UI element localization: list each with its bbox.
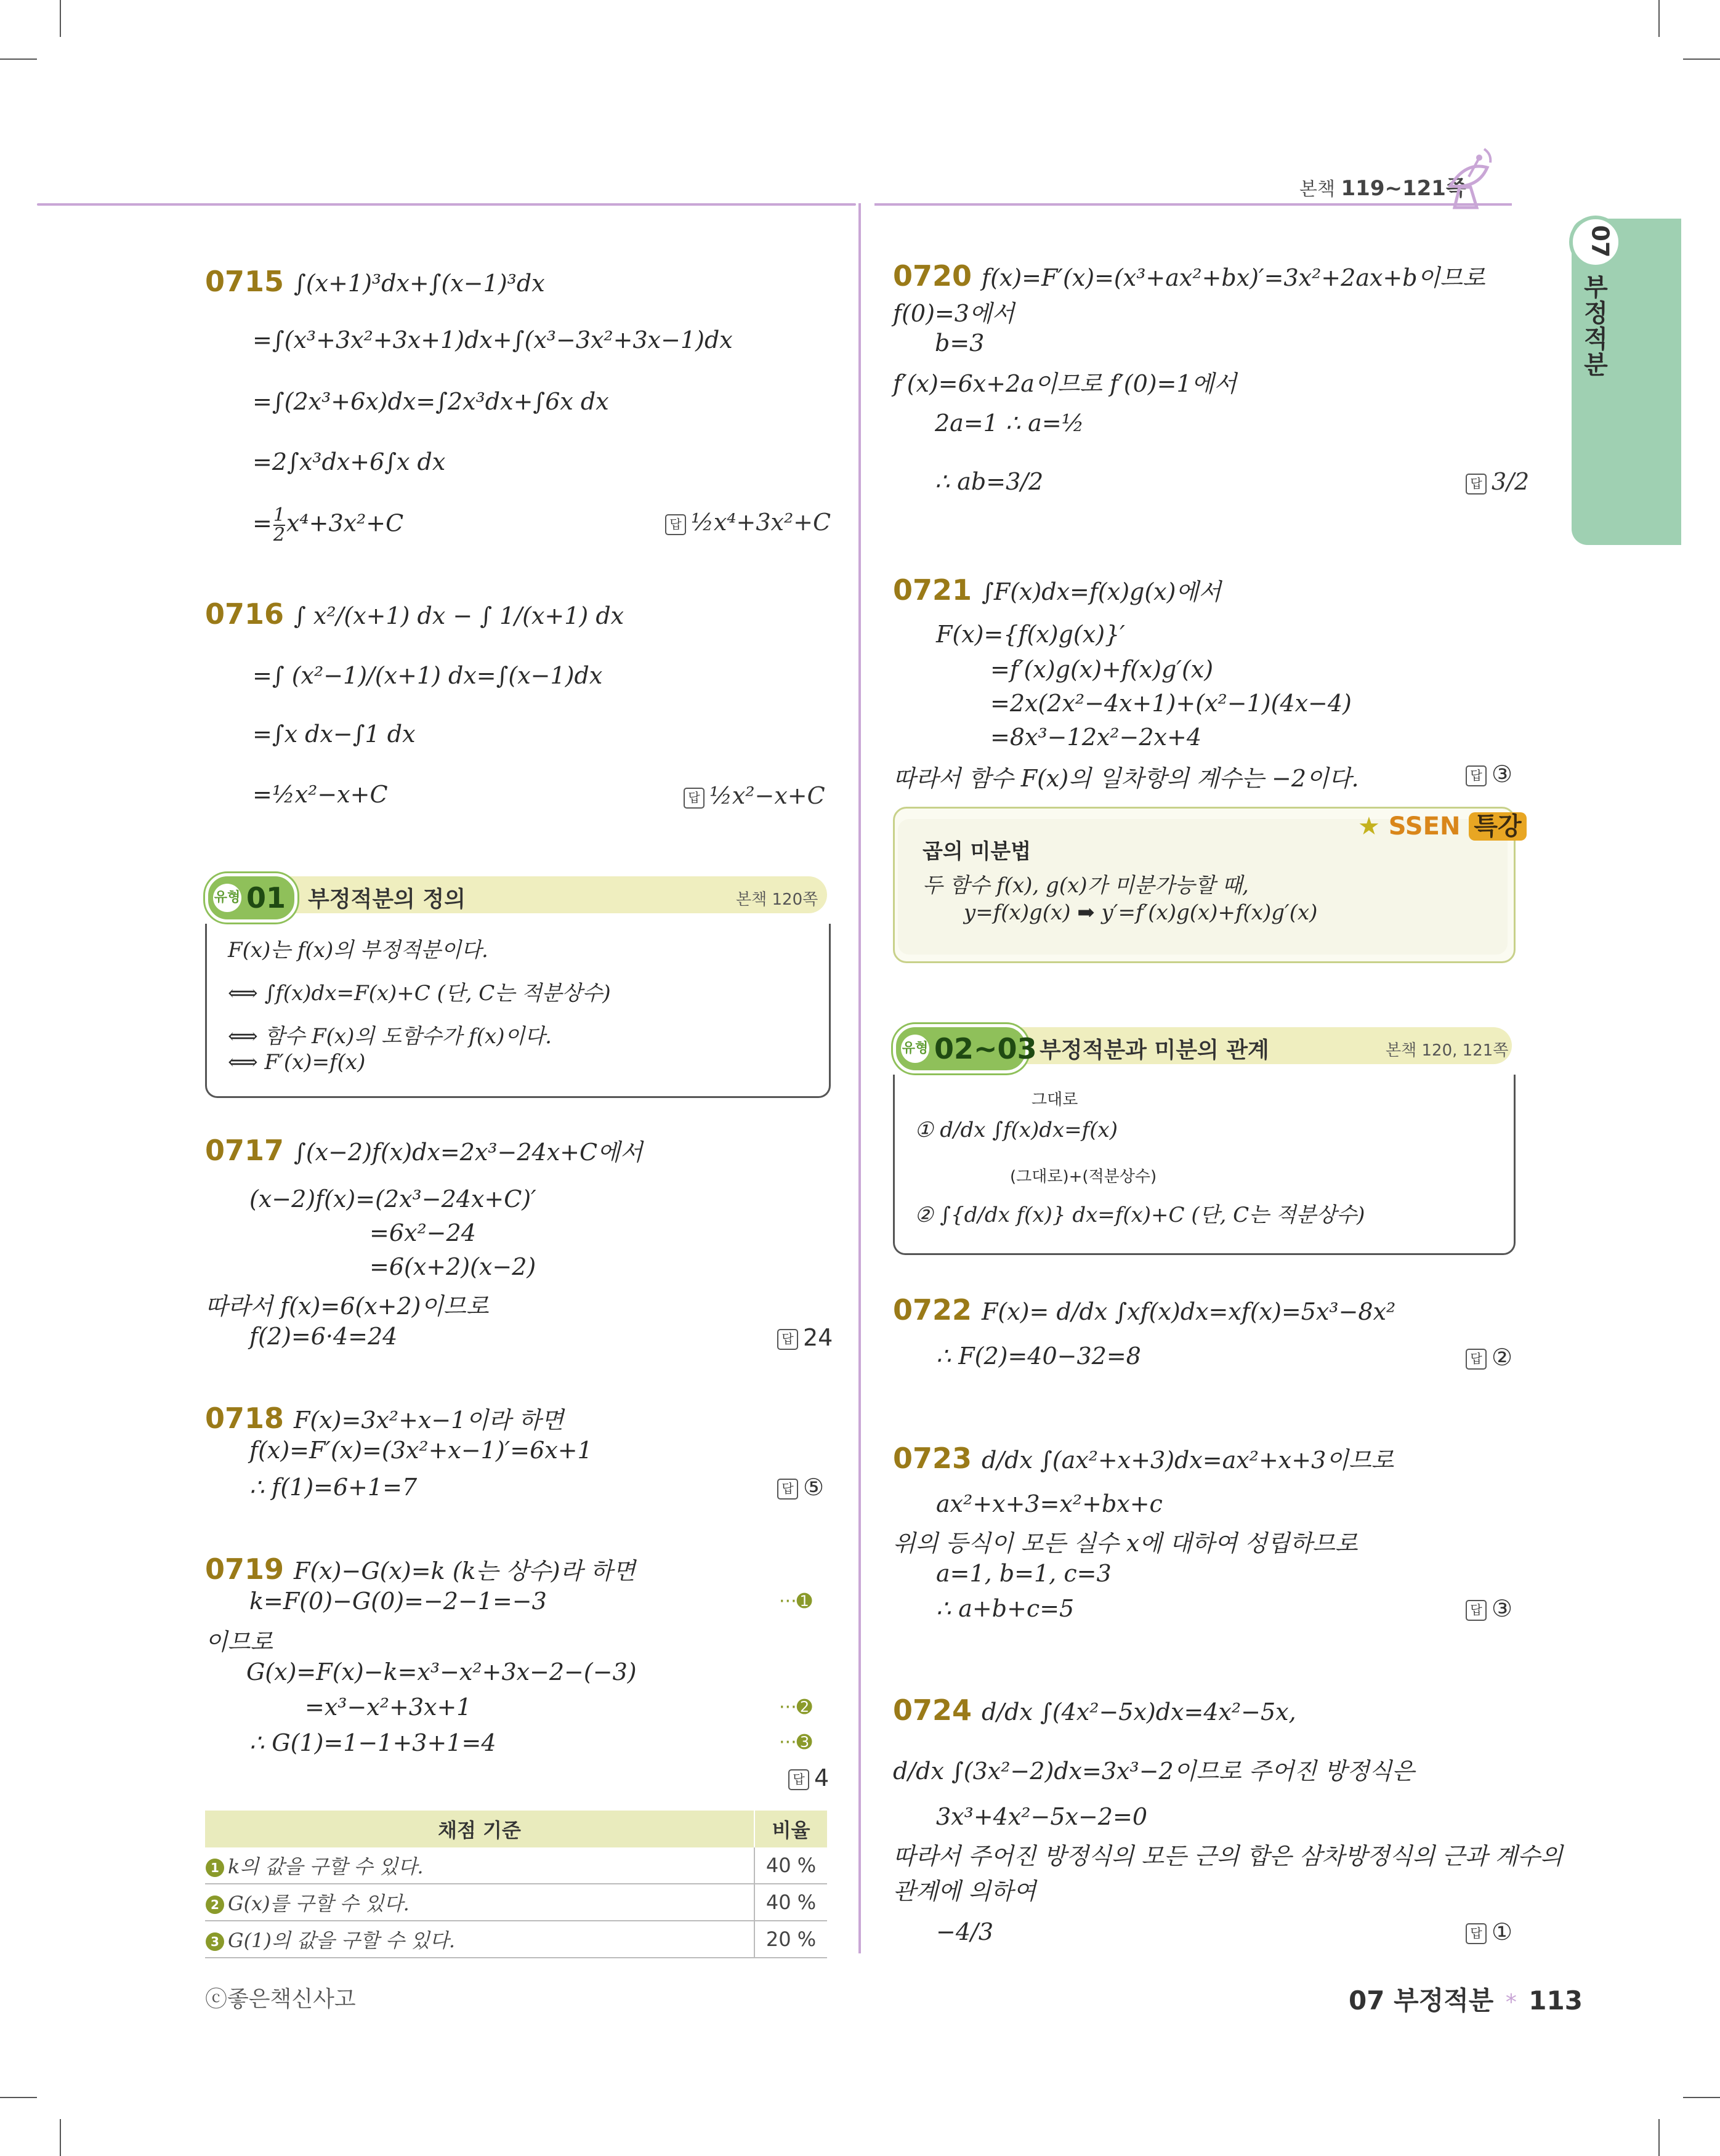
grading-table — [205, 1811, 827, 1958]
ref-pages: 119~121쪽 — [1341, 176, 1466, 201]
table-header-row — [205, 1811, 827, 1847]
answer-icon: 답 — [665, 514, 686, 535]
relation-line: ① d/dx ∫f(x)dx=f(x) — [915, 1118, 1118, 1142]
equation-line: −4/3 — [936, 1918, 993, 1945]
column-header: 비율 — [754, 1811, 827, 1847]
answer-icon: 답 — [777, 1329, 798, 1350]
equation-line: ∫F(x)dx=f(x)g(x)에서 — [982, 578, 1221, 605]
type-badge-01 — [205, 873, 297, 923]
equation-line: =f′(x)g(x)+f(x)g′(x) — [990, 656, 1214, 683]
problem-number: 0720 — [893, 259, 972, 293]
answer-icon: 답 — [1466, 1600, 1487, 1621]
satellite-dish-icon — [1441, 143, 1496, 211]
equation-line: b=3 — [935, 329, 985, 357]
equation-line: =∫(x³+3x²+3x+1)dx+∫(x³−3x²+3x−1)dx — [252, 326, 733, 353]
equation-line: ∫(x+1)³dx+∫(x−1)³dx — [294, 270, 545, 297]
table-cell: 20 % — [754, 1921, 827, 1958]
equation-line: =6(x+2)(x−2) — [369, 1253, 536, 1280]
equation-line: 이므로 — [205, 1628, 273, 1655]
problem-0720 — [893, 259, 1485, 293]
table-row — [205, 1847, 827, 1884]
numerator: 1 — [273, 504, 285, 526]
step-number-icon: 3 — [206, 1932, 224, 1951]
equation-line: f(x)=F′(x)=(3x²+x−1)′=6x+1 — [249, 1437, 592, 1464]
equation-line: 따라서 f(x)=6(x+2)이므로 — [205, 1293, 489, 1320]
type-title: 부정적분과 미분의 관계 — [1040, 1038, 1269, 1063]
problem-number: 0718 — [205, 1402, 285, 1435]
definition-line: F(x)는 f(x)의 부정적분이다. — [228, 938, 488, 963]
answer — [788, 1764, 829, 1791]
answer-value: 3/2 — [1492, 468, 1530, 495]
equation-line: ∴ F(2)=40−32=8 — [936, 1342, 1141, 1370]
type-reference: 본책 120쪽 — [736, 890, 818, 909]
crop-mark — [1683, 59, 1720, 60]
problem-0716 — [205, 597, 624, 631]
problem-number: 0719 — [205, 1552, 285, 1586]
step-marker: ···➌ — [779, 1732, 812, 1753]
answer-value: ① — [1492, 1918, 1513, 1945]
equation-line: =6x²−24 — [369, 1219, 476, 1246]
fraction — [273, 506, 285, 544]
page-footer — [1349, 1980, 1583, 2017]
footer-chapter: 07 부정적분 — [1349, 1985, 1494, 2016]
criteria-text: G(x)를 구할 수 있다. — [228, 1892, 410, 1915]
problem-0719 — [205, 1552, 636, 1586]
problem-0723 — [893, 1441, 1394, 1475]
equation-line: =2∫x³dx+6∫x dx — [252, 448, 446, 475]
answer — [1466, 1595, 1512, 1622]
answer — [665, 509, 831, 536]
answer-value: 24 — [803, 1324, 833, 1351]
problem-number: 0721 — [893, 573, 972, 607]
table-row — [205, 1921, 827, 1958]
type-badge-number: 02~03 — [934, 1032, 1037, 1065]
crop-mark — [1658, 0, 1660, 37]
crop-mark — [1658, 2119, 1660, 2156]
problem-number: 0716 — [205, 597, 285, 631]
type-reference: 본책 120, 121쪽 — [1386, 1041, 1509, 1060]
equation-line — [252, 506, 403, 544]
column-divider — [858, 203, 861, 1953]
equation-part: = — [252, 509, 272, 537]
answer-value: ③ — [1492, 1595, 1513, 1622]
type-badge-label: 유형 — [901, 1035, 929, 1063]
annotation: 그대로 — [1032, 1091, 1078, 1109]
equation-line: a=1, b=1, c=3 — [936, 1560, 1112, 1587]
answer — [777, 1474, 824, 1501]
column-header: 채점 기준 — [205, 1811, 754, 1847]
step-marker: ···➋ — [779, 1697, 812, 1718]
answer-icon: 답 — [1466, 1349, 1487, 1370]
equation-line: d/dx ∫(ax²+x+3)dx=ax²+x+3이므로 — [982, 1447, 1394, 1474]
equation-line: =x³−x²+3x+1 — [305, 1694, 472, 1721]
equation-line: F(x)= d/dx ∫xf(x)dx=xf(x)=5x³−8x² — [982, 1298, 1396, 1325]
answer-value: ③ — [1492, 761, 1513, 788]
step-marker: ···➊ — [779, 1591, 812, 1612]
equation-line: 2a=1 ∴ a=½ — [935, 410, 1084, 437]
chapter-label: 부정적분 — [1580, 274, 1608, 378]
equation-line: ∴ G(1)=1−1+3+1=4 — [249, 1729, 496, 1756]
equation-line: =∫(2x³+6x)dx=∫2x³dx+∫6x dx — [252, 388, 609, 415]
type-title: 부정적분의 정의 — [308, 887, 466, 912]
equation-line: ∫ x²/(x+1) dx − ∫ 1/(x+1) dx — [294, 602, 624, 629]
equation-line: ∴ ab=3/2 — [935, 468, 1044, 495]
definition-line: ⟺ ∫f(x)dx=F(x)+C (단, C는 적분상수) — [228, 981, 611, 1006]
crop-mark — [1683, 2097, 1720, 2098]
equation-line: ∴ a+b+c=5 — [936, 1595, 1075, 1622]
equation-line: =∫x dx−∫1 dx — [252, 721, 416, 748]
problem-number: 0722 — [893, 1293, 972, 1326]
type-bar-01 — [205, 876, 827, 913]
problem-0724 — [893, 1694, 1296, 1727]
table-cell — [205, 1847, 754, 1884]
equation-line: 관계에 의하여 — [893, 1878, 1036, 1905]
star-icon: ★ — [1358, 812, 1380, 841]
equation-line: F(x)−G(x)=k (k는 상수)라 하면 — [294, 1557, 636, 1585]
equation-line: F(x)={f(x)g(x)}′ — [936, 621, 1125, 648]
problem-number: 0724 — [893, 1694, 972, 1727]
answer-value: 4 — [814, 1764, 830, 1791]
denominator: 2 — [273, 524, 285, 546]
criteria-text: k의 값을 구할 수 있다. — [228, 1855, 424, 1878]
answer — [1466, 1344, 1512, 1371]
footer-separator: * — [1505, 1990, 1517, 2015]
relation-line: ② ∫{d/dx f(x)} dx=f(x)+C (단, C는 적분상수) — [915, 1203, 1365, 1227]
annotation: (그대로)+(적분상수) — [1010, 1168, 1157, 1186]
equation-line: G(x)=F(x)−k=x³−x²+3x−2−(−3) — [246, 1658, 637, 1686]
crop-mark — [60, 2119, 61, 2156]
equation-line: d/dx ∫(3x²−2)dx=3x³−2이므로 주어진 방정식은 — [893, 1758, 1415, 1785]
step-number-icon: 2 — [206, 1896, 224, 1914]
answer-icon: 답 — [684, 788, 705, 809]
answer — [1466, 468, 1529, 495]
answer-icon: 답 — [777, 1479, 798, 1500]
equation-line: =½x²−x+C — [252, 781, 388, 808]
equation-line: f(0)=3에서 — [893, 300, 1015, 327]
crop-mark — [0, 2097, 37, 2098]
equation-line: =8x³−12x²−2x+4 — [990, 724, 1202, 751]
type-badge-0203 — [893, 1024, 1037, 1073]
equation-line: =2x(2x²−4x+1)+(x²−1)(4x−4) — [990, 690, 1352, 717]
problem-0718 — [205, 1401, 563, 1435]
chapter-number-badge — [1569, 216, 1622, 268]
equation-line: d/dx ∫(4x²−5x)dx=4x²−5x, — [982, 1698, 1296, 1726]
ssen-line: y=f(x)g(x) ➡ y′=f′(x)g(x)+f(x)g′(x) — [964, 900, 1318, 925]
publisher-credit: ⓒ좋은책신사고 — [205, 1987, 356, 2012]
criteria-text: G(1)의 값을 구할 수 있다. — [228, 1929, 456, 1952]
answer-value: ½x⁴+3x²+C — [691, 509, 831, 536]
table-cell: 40 % — [754, 1847, 827, 1884]
equation-line: =∫ (x²−1)/(x+1) dx=∫(x−1)dx — [252, 662, 603, 689]
table-cell: 40 % — [754, 1884, 827, 1921]
problem-0722 — [893, 1293, 1395, 1326]
problem-0715 — [205, 265, 545, 298]
equation-line: ∫(x−2)f(x)dx=2x³−24x+C에서 — [294, 1139, 643, 1166]
equation-line: (x−2)f(x)=(2x³−24x+C)′ — [249, 1185, 536, 1213]
answer-icon: 답 — [1466, 474, 1487, 495]
ssen-logo-text: SSEN — [1388, 812, 1461, 841]
definition-line: ⟺ F′(x)=f(x) — [228, 1050, 366, 1075]
answer-icon: 답 — [1466, 765, 1487, 786]
answer — [1466, 761, 1512, 788]
ssen-logo-tag: 특강 — [1469, 812, 1526, 841]
equation-line: 따라서 함수 F(x)의 일차항의 계수는 −2이다. — [893, 765, 1359, 792]
type-badge-number: 01 — [246, 881, 286, 914]
crop-mark — [0, 59, 37, 60]
equation-line: ∴ f(1)=6+1=7 — [249, 1474, 418, 1501]
equation-line: 따라서 주어진 방정식의 모든 근의 합은 삼차방정식의 근과 계수의 — [893, 1843, 1563, 1870]
table-cell — [205, 1884, 754, 1921]
table-cell — [205, 1921, 754, 1958]
crop-mark — [60, 0, 61, 37]
equation-line: 위의 등식이 모든 실수 x에 대하여 성립하므로 — [893, 1530, 1358, 1557]
equation-part: x⁴+3x²+C — [286, 509, 404, 537]
equation-line: k=F(0)−G(0)=−2−1=−3 — [249, 1588, 547, 1615]
type-box-0203 — [893, 1075, 1516, 1255]
chapter-number: 07 — [1586, 225, 1614, 258]
answer-value: ½x²−x+C — [709, 782, 825, 809]
answer — [684, 782, 825, 809]
ssen-line: 두 함수 f(x), g(x)가 미분가능할 때, — [923, 873, 1249, 898]
problem-0717 — [205, 1133, 642, 1167]
chapter-side-tab — [1572, 219, 1681, 545]
answer-value: ⑤ — [803, 1474, 825, 1501]
problem-number: 0717 — [205, 1134, 285, 1167]
answer — [777, 1324, 833, 1351]
problem-0721 — [893, 573, 1221, 607]
equation-line: f(x)=F′(x)=(x³+ax²+bx)′=3x²+2ax+b이므로 — [982, 264, 1485, 291]
equation-line: f′(x)=6x+2a이므로 f′(0)=1에서 — [893, 370, 1237, 397]
step-number-icon: 1 — [206, 1859, 224, 1877]
type-badge-label: 유형 — [213, 884, 241, 912]
equation-line: ax²+x+3=x²+bx+c — [936, 1490, 1163, 1517]
equation-line: F(x)=3x²+x−1이라 하면 — [294, 1407, 564, 1434]
answer-value: ② — [1492, 1344, 1513, 1371]
answer — [1466, 1918, 1512, 1945]
ssen-title: 곱의 미분법 — [923, 839, 1032, 864]
answer-icon: 답 — [788, 1769, 809, 1790]
answer-icon: 답 — [1466, 1923, 1487, 1944]
top-rule — [37, 203, 856, 206]
problem-number: 0715 — [205, 265, 285, 298]
top-rule-right — [874, 203, 1512, 206]
page-number: 113 — [1528, 1985, 1583, 2016]
equation-line: f(2)=6·4=24 — [249, 1323, 398, 1350]
ref-label: 본책 — [1299, 179, 1335, 200]
definition-line: ⟺ 함수 F(x)의 도함수가 f(x)이다. — [228, 1024, 552, 1049]
ssen-logo — [1358, 807, 1527, 842]
table-row — [205, 1884, 827, 1921]
equation-line: 3x³+4x²−5x−2=0 — [936, 1803, 1148, 1830]
problem-number: 0723 — [893, 1442, 972, 1475]
